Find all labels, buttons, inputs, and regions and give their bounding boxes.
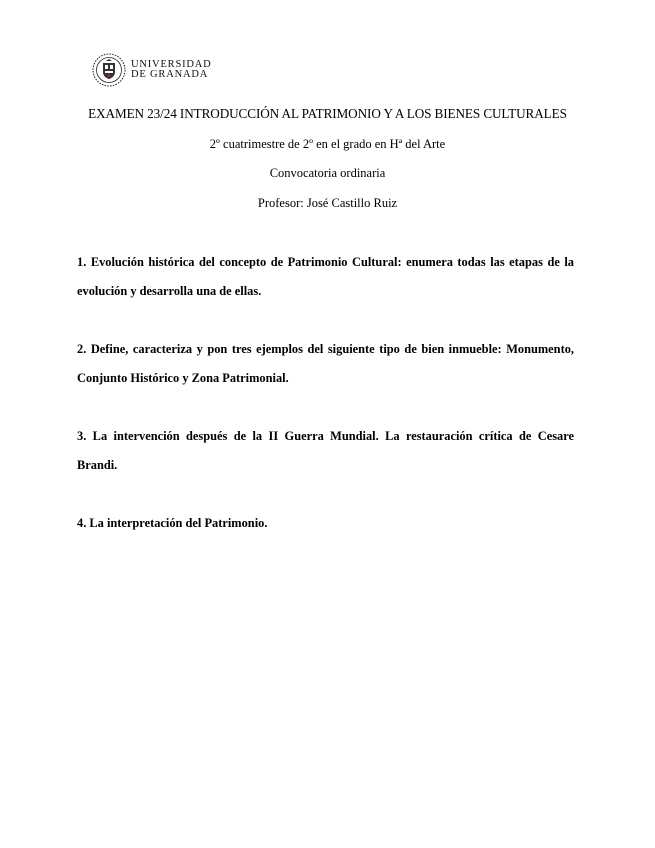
question-2: 2. Define, caracteriza y pon tres ejemplos del siguiente tipo de bien inmueble: Monumento, Conjunto Histórico y Zona Patrimonial. [77,342,574,385]
university-name-line2: DE GRANADA [131,69,209,80]
exam-title: EXAMEN 23/24 INTRODUCCIÓN AL PATRIMONIO Y A LOS BIENES CULTURALES [88,106,567,121]
professor-info: Profesor: José Castillo Ruiz [257,196,398,210]
university-name [131,60,212,80]
question-list [77,248,574,567]
question-1: 1. Evolución histórica del concepto de Patrimonio Cultural: enumera todas las etapas de la evolución y desarrolla una de ellas. [77,255,574,298]
session-info: Convocatoria ordinaria [269,166,386,180]
university-logo [92,53,212,87]
university-seal-icon [92,53,126,87]
university-name-line1: UNIVERSIDAD [131,59,212,70]
course-info: 2º cuatrimestre de 2º en el grado en Hª del Arte [209,137,446,151]
question-3: 3. La intervención después de la II Guerra Mundial. La restauración crítica de Cesare Brandi. [77,429,574,472]
question-4: 4. La interpretación del Patrimonio. [77,516,268,530]
